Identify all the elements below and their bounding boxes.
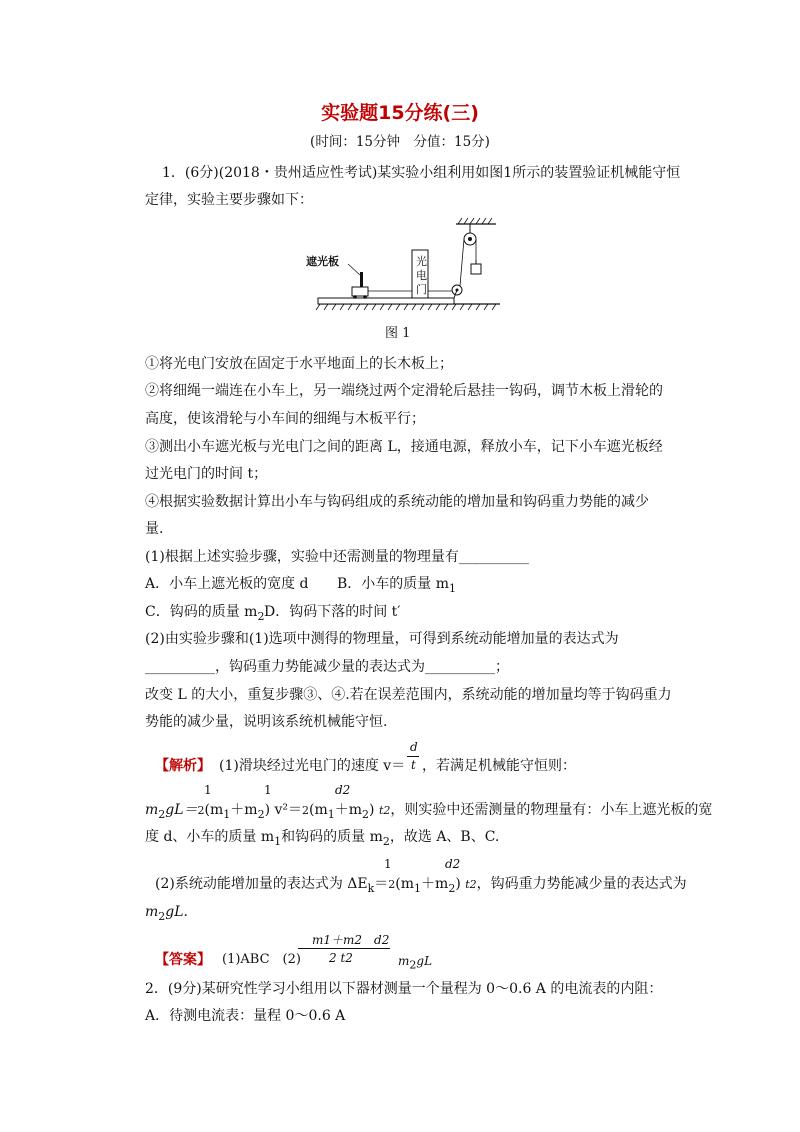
step-4a: ④根据实验数据计算出小车与钩码组成的系统动能的增加量和钩码重力势能的减少 — [145, 494, 649, 510]
step-2a: ②将细绳一端连在小车上，另一端绕过两个定滑轮后悬挂一钩码，调节木板上滑轮的 — [145, 383, 663, 399]
analysis-tag: 【解析】 — [155, 758, 211, 774]
analysis-line1: (1)滑块经过光电门的速度 v＝ — [219, 758, 406, 774]
frac-t-den: t — [411, 758, 416, 772]
analysis-line1-end: ，若满足机械能守恒则： — [422, 758, 576, 774]
step-1: ①将光电门安放在固定于水平地面上的长木板上； — [145, 356, 453, 372]
label-gate-3: 门 — [416, 283, 427, 296]
q2-option-a: A．待测电流表：量程 0～0.6 A — [145, 1008, 346, 1024]
question-1: (1)根据上述实验步骤，实验中还需测量的物理量有__________ — [145, 549, 529, 565]
answer-part3: $m_2gL$ — [398, 954, 433, 972]
para-3a: 改变 L 的大小，重复步骤③、④.若在误差范围内，系统动能的增加量均等于钩码重力 — [145, 687, 672, 703]
option-b: B．小车的质量 $m_1$ — [337, 576, 457, 595]
frac-line — [407, 756, 419, 757]
page-subtitle: (时间：15分钟 分值：15分) — [310, 134, 490, 150]
analysis-line5: $m_2gL$. — [145, 904, 188, 923]
q1-line2: 定律，实验主要步骤如下： — [145, 192, 313, 208]
step-4b: 量. — [145, 521, 164, 537]
option-d: D．钩码下落的时间 t′ — [264, 604, 401, 620]
step-3a: ③测出小车遮光板与光电门之间的距离 L，接通电源，释放小车，记下小车遮光板经 — [145, 439, 663, 455]
analysis-line4: (2)系统动能增加量的表达式为 $\Delta E_k=2(m_1+m_2)$ t2，钩码重力势能减少量的表达式为 — [155, 876, 687, 895]
option-c: C．钩码的质量 $m_2$ — [145, 604, 265, 623]
d2-num-2: d2 — [445, 857, 461, 871]
half-num-2: 1 — [264, 783, 272, 797]
answer-frac-line — [298, 948, 390, 949]
option-a: A．小车上遮光板的宽度 d — [145, 576, 309, 592]
q2-line1: 2．(9分)某研究性学习小组用以下器材测量一个量程为 0～0.6 A 的电流表的内阻： — [145, 981, 663, 997]
answer-part1: (1)ABC (2) — [222, 952, 301, 967]
step-2b: 高度，使该滑轮与小车间的细绳与木板平行； — [145, 411, 425, 427]
analysis-line3: 度 d、小车的质量 $m_1$和钩码的质量 $m_2$，故选 A、B、C. — [145, 829, 500, 848]
half-num-3: 1 — [384, 857, 392, 871]
frac-d-num: d — [410, 740, 418, 754]
label-gate-2: 电 — [416, 269, 427, 282]
q1-line1: 1．(6分)(2018・贵州适应性考试)某实验小组利用如图1所示的装置验证机械能守恒 — [162, 165, 681, 181]
analysis-line2: $m_2gL=2(m_1+m_2)$ $v^2=2(m_1+m_2)$ t2，则实验中还需测量的物理量有：小车上遮光板的宽 — [145, 802, 713, 821]
answer-frac-num: m1＋m2 d2 — [312, 933, 390, 947]
label-gate-1: 光 — [416, 255, 427, 268]
figure-caption: 图 1 — [385, 326, 411, 341]
para-3b: 势能的减少量，说明该系统机械能守恒. — [145, 714, 388, 730]
step-3b: 过光电门的时间 t； — [145, 466, 268, 482]
question-2a: (2)由实验步骤和(1)选项中测得的物理量，可得到系统动能增加量的表达式为 — [145, 631, 619, 647]
answer-tag: 【答案】 — [155, 952, 211, 968]
question-2b: __________，钩码重力势能减少量的表达式为__________； — [145, 659, 509, 675]
d2-num-1: d2 — [335, 783, 351, 797]
half-num-1: 1 — [204, 783, 212, 797]
answer-frac-den: 2 t2 — [329, 951, 353, 965]
page-title: 实验题15分练(三) — [321, 102, 479, 124]
label-board: 遮光板 — [306, 255, 339, 268]
